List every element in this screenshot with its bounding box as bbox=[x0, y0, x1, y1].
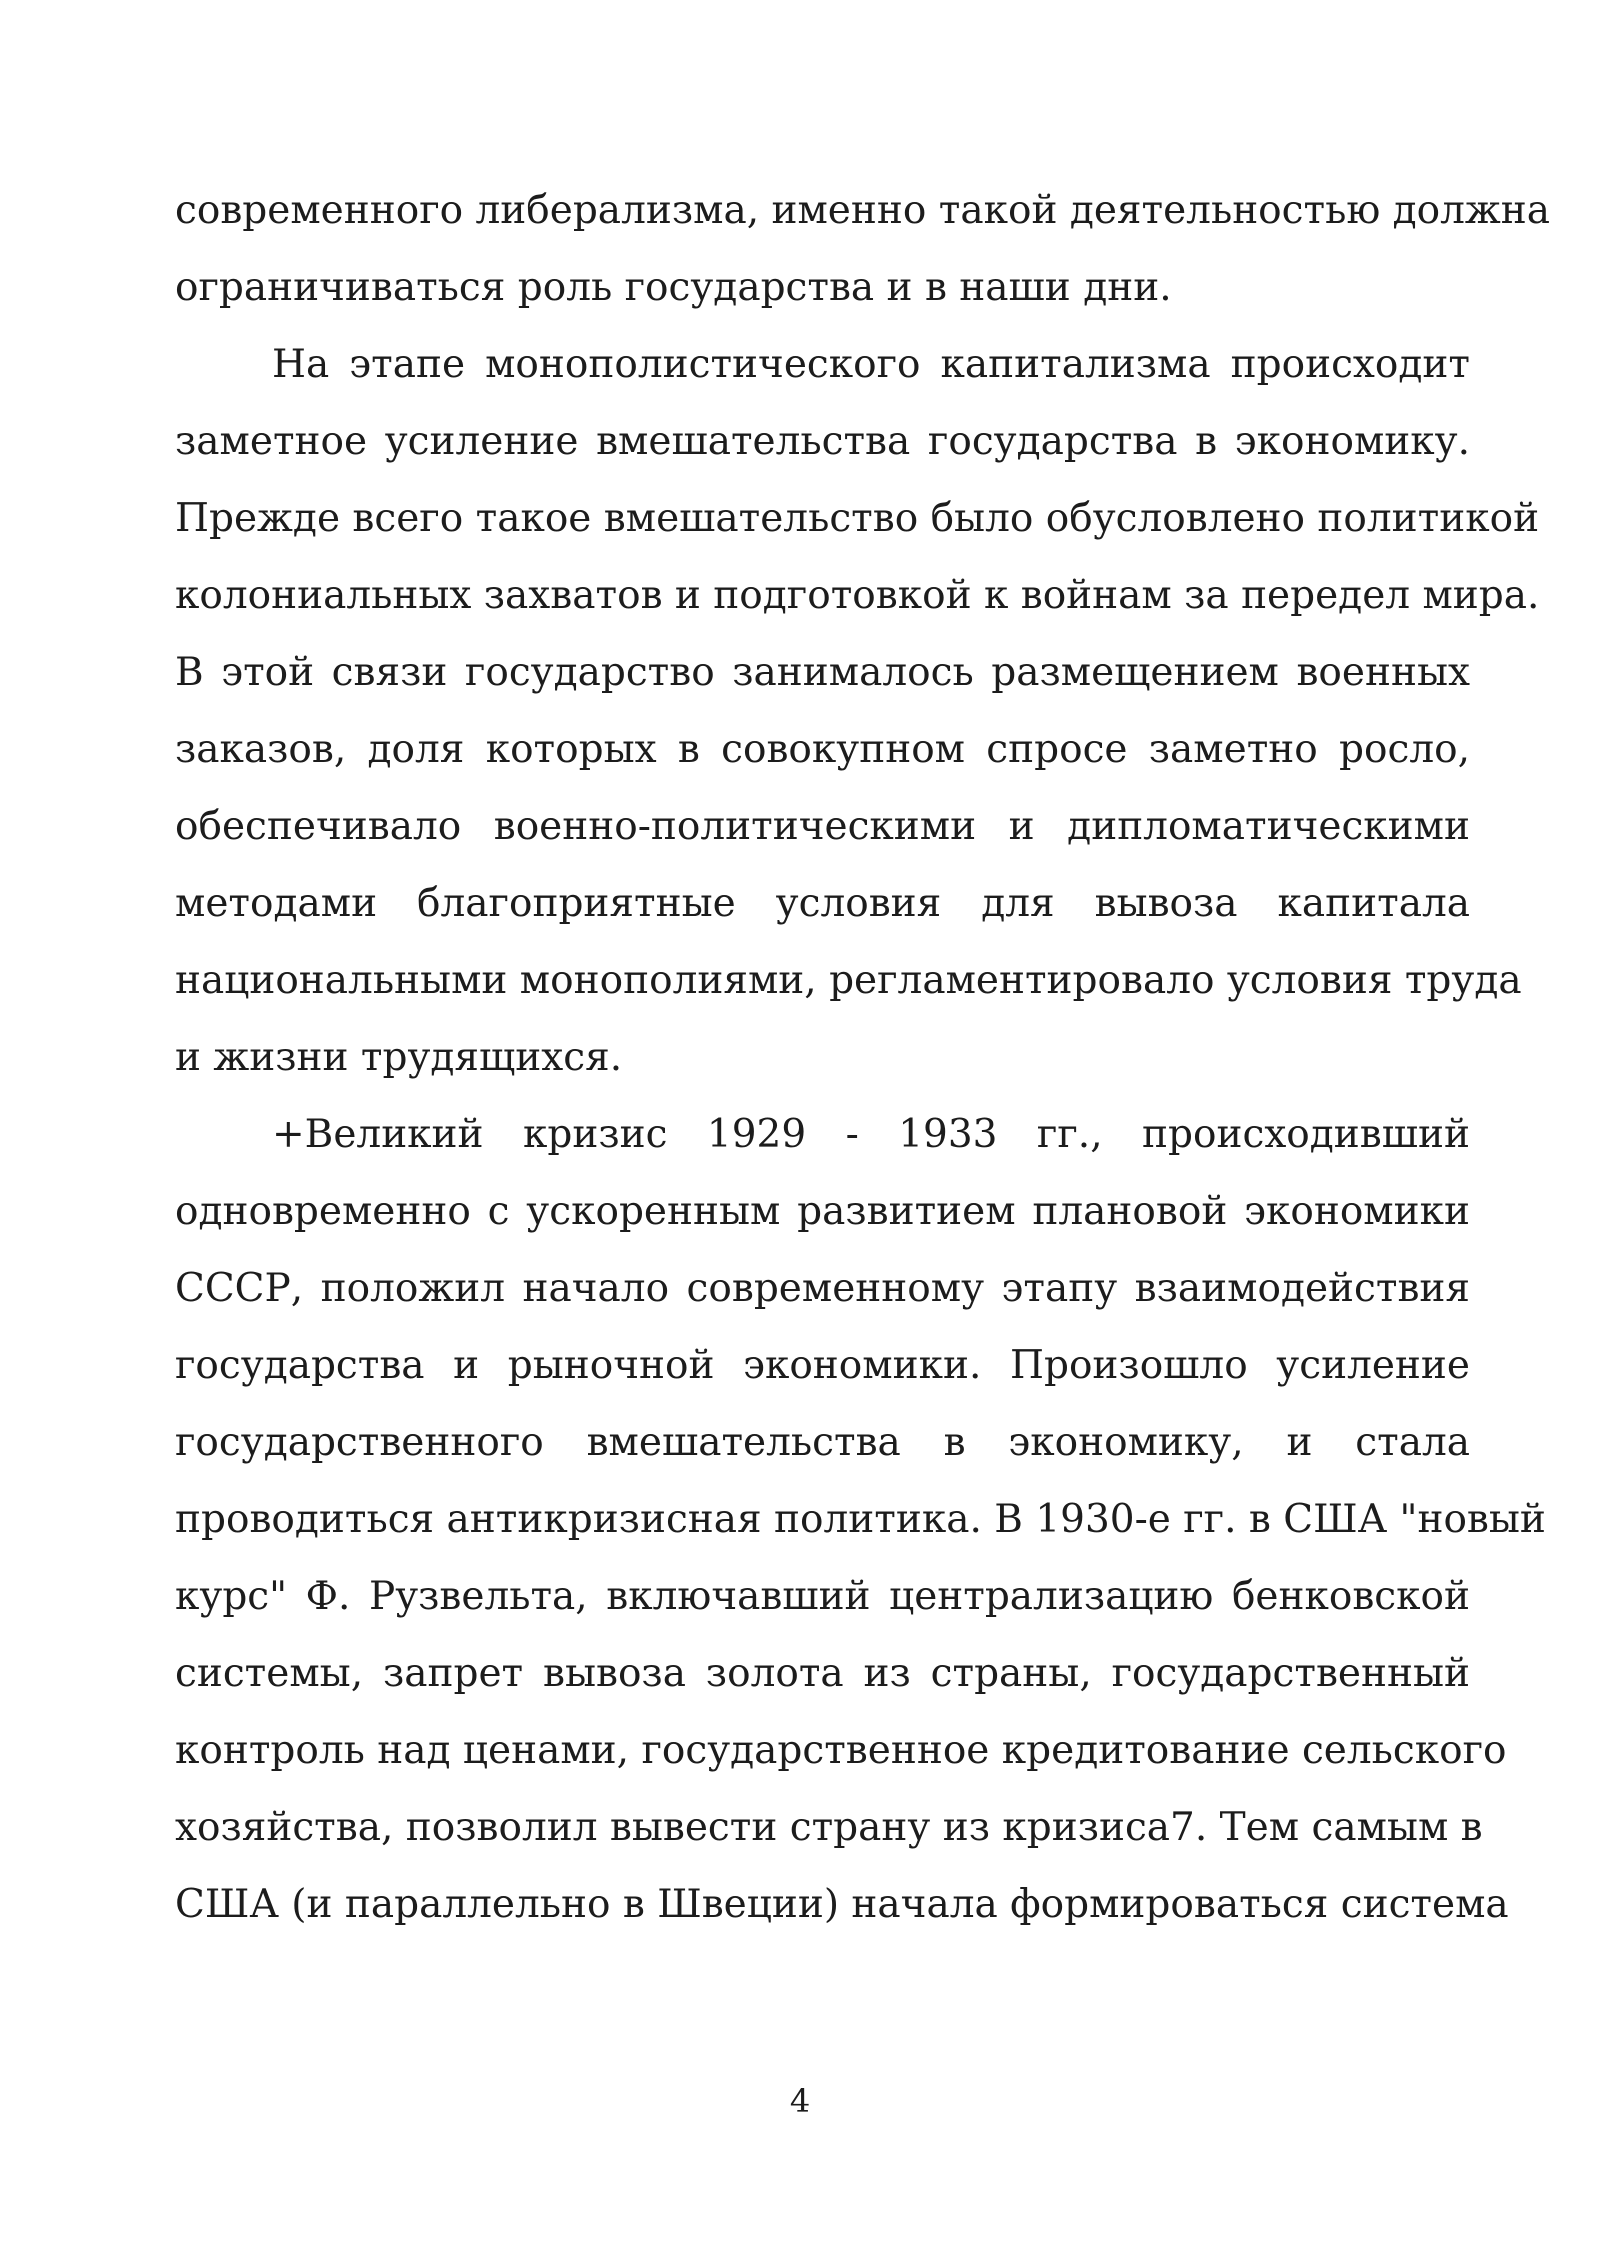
text-line: государственного вмешательства в экономику, и стала bbox=[175, 1420, 1470, 1465]
body-text bbox=[175, 172, 1551, 1943]
text-line: методами благоприятные условия для вывоза капитала bbox=[175, 881, 1470, 926]
text-line: хозяйства, позволил вывести страну из кризиса7. Тем самым в bbox=[175, 1805, 1483, 1850]
text-line: +Великий кризис 1929 - 1933 гг., происходивший bbox=[272, 1112, 1470, 1157]
text-line: обеспечивало военно-политическими и дипломатическими bbox=[175, 804, 1470, 849]
text-line: проводиться антикризисная политика. В 1930-е гг. в США "новый bbox=[175, 1497, 1546, 1542]
text-line: современного либерализма, именно такой деятельностью должна bbox=[175, 188, 1551, 233]
text-line: контроль над ценами, государственное кредитование сельского bbox=[175, 1728, 1507, 1773]
text-line: и жизни трудящихся. bbox=[175, 1035, 623, 1080]
text-line: государства и рыночной экономики. Произошло усиление bbox=[175, 1343, 1470, 1388]
text-line: национальными монополиями, регламентировало условия труда bbox=[175, 958, 1522, 1003]
text-line: Прежде всего такое вмешательство было обусловлено политикой bbox=[175, 496, 1540, 541]
text-line: системы, запрет вывоза золота из страны, государственный bbox=[175, 1651, 1470, 1696]
text-line: СССР, положил начало современному этапу взаимодействия bbox=[175, 1266, 1470, 1311]
text-line: колониальных захватов и подготовкой к войнам за передел мира. bbox=[175, 573, 1540, 618]
text-line: США (и параллельно в Швеции) начала формироваться система bbox=[175, 1882, 1509, 1927]
text-line: одновременно с ускоренным развитием плановой экономики bbox=[175, 1189, 1470, 1234]
text-line: В этой связи государство занималось размещением военных bbox=[175, 650, 1470, 695]
text-line: заказов, доля которых в совокупном спросе заметно росло, bbox=[175, 727, 1470, 772]
text-line: заметное усиление вмешательства государства в экономику. bbox=[175, 419, 1470, 464]
page-number: 4 bbox=[789, 2082, 811, 2120]
text-line: курс" Ф. Рузвельта, включавший централизацию бенковской bbox=[175, 1574, 1470, 1619]
text-line: ограничиваться роль государства и в наши дни. bbox=[175, 265, 1172, 310]
text-line: На этапе монополистического капитализма происходит bbox=[272, 342, 1470, 387]
